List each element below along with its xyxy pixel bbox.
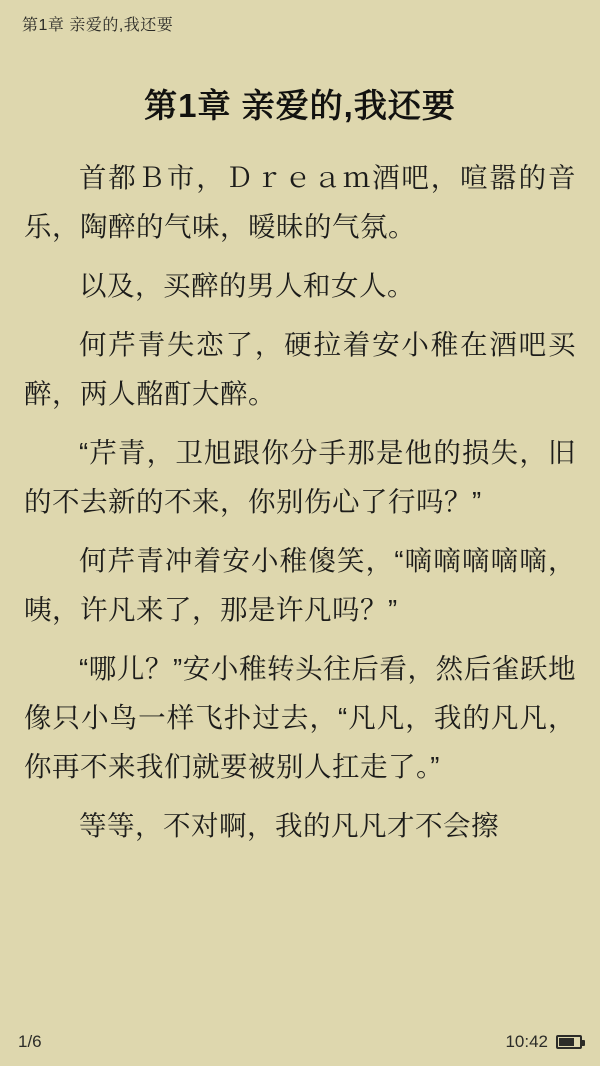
- paragraph: 首都Ｂ市，Ｄｒｅａｍ酒吧，喧嚣的音乐，陶醉的气味，暧昧的气氛。: [24, 162, 576, 242]
- battery-icon: [556, 1035, 582, 1049]
- clock-label: 10:42: [505, 1032, 548, 1051]
- reader-footer: [0, 1022, 600, 1066]
- paragraph: “哪儿？”安小稚转头往后看，然后雀跃地像只小鸟一样飞扑过去，“凡凡，我的凡凡，你再不来我们就要被别人扛走了。”: [24, 653, 576, 782]
- paragraph: 何芹青失恋了，硬拉着安小稚在酒吧买醉，两人酩酊大醉。: [24, 329, 576, 409]
- reader-header: [0, 0, 600, 46]
- paragraph: 等等，不对啊，我的凡凡才不会擦: [79, 810, 499, 841]
- paragraph: “芹青，卫旭跟你分手那是他的损失，旧的不去新的不来，你别伤心了行吗？”: [24, 437, 576, 517]
- status-area: [505, 1032, 582, 1052]
- page-title: 第1章 亲爱的,我还要: [144, 87, 456, 124]
- reader-content[interactable]: [0, 46, 600, 1022]
- paragraph: 何芹青冲着安小稚傻笑，“嘀嘀嘀嘀嘀，咦，许凡来了，那是许凡吗？”: [24, 545, 576, 625]
- page-indicator: 1/6: [18, 1032, 42, 1051]
- header-chapter-title: 第1章 亲爱的,我还要: [22, 16, 174, 34]
- battery-fill: [559, 1038, 574, 1046]
- paragraph: 以及，买醉的男人和女人。: [79, 270, 415, 301]
